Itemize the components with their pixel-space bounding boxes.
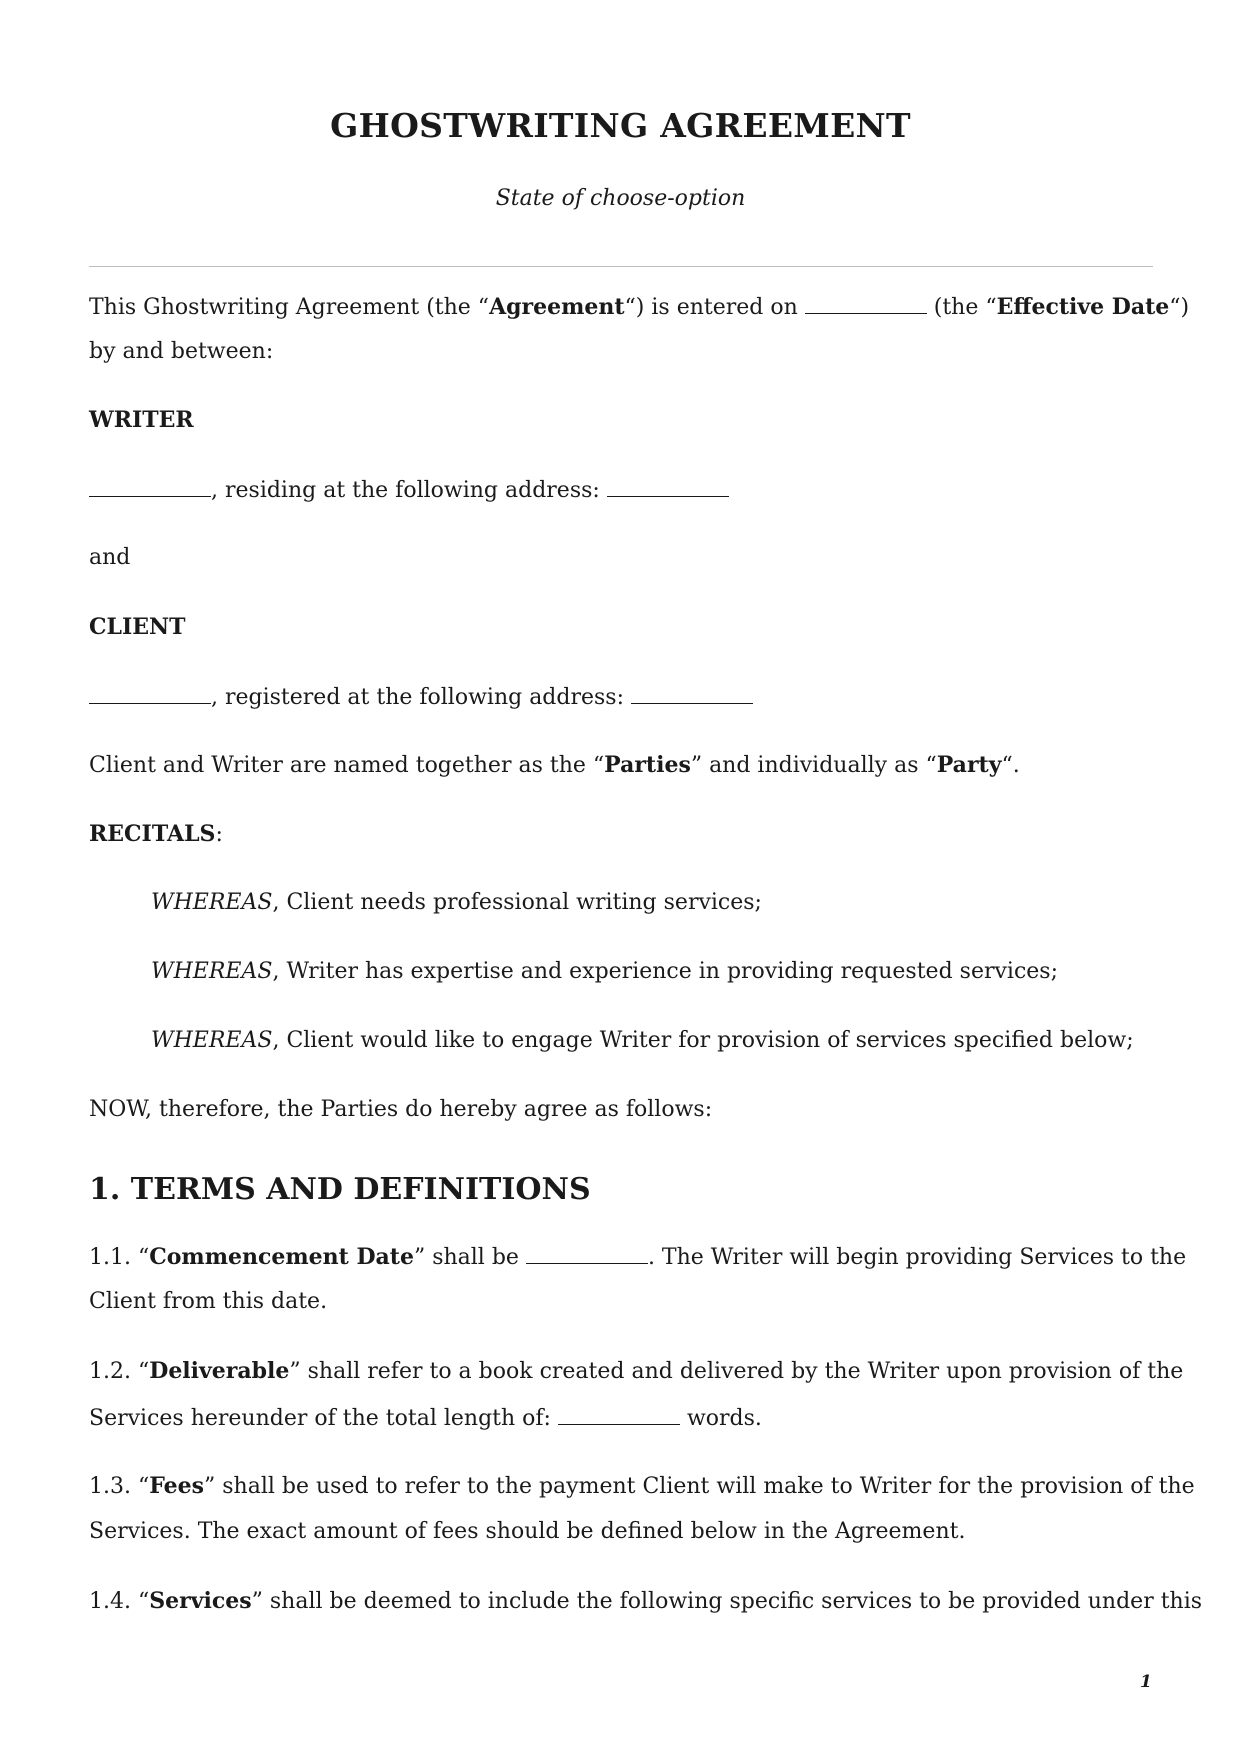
intro-text: (the “: [926, 295, 997, 320]
recitals-label: [89, 821, 223, 847]
section-1-heading: 1. TERMS AND DEFINITIONS: [89, 1172, 591, 1207]
word-count-blank[interactable]: [558, 1404, 680, 1425]
intro-text: “): [1169, 295, 1190, 320]
writer-label: [89, 407, 194, 433]
recital-text: , Client needs professional writing services;: [272, 890, 762, 915]
client-label: [89, 614, 186, 640]
clause-text: ” shall be: [413, 1245, 526, 1270]
clause-1-1-line-1: [89, 1243, 1186, 1270]
writer-name-blank[interactable]: [89, 476, 211, 497]
recital-item: [151, 1028, 1134, 1053]
whereas-word: WHEREAS: [151, 890, 273, 915]
parties-text: “.: [1001, 753, 1020, 778]
divider: [89, 266, 1153, 267]
date-blank[interactable]: [805, 293, 927, 314]
document-title: GHOSTWRITING AGREEMENT: [330, 106, 911, 145]
client-address-blank[interactable]: [631, 683, 753, 704]
term-commencement-date: Commencement Date: [149, 1244, 414, 1270]
commencement-date-blank[interactable]: [526, 1243, 648, 1264]
client-text: , registered at the following address:: [211, 685, 631, 710]
clause-text: . The Writer will begin providing Services to the: [647, 1245, 1187, 1270]
term-parties: Parties: [604, 752, 691, 778]
clause-text: ” shall be used to refer to the payment Client will make to Writer for the provision of the: [204, 1474, 1195, 1499]
clause-1-3-line-2: Services. The exact amount of fees should be defined below in the Agreement.: [89, 1519, 966, 1544]
recitals-colon: :: [215, 822, 223, 847]
now-therefore: NOW, therefore, the Parties do hereby agree as follows:: [89, 1097, 713, 1122]
parties-line: [89, 752, 1020, 778]
recital-item: [151, 959, 1058, 984]
term-services: Services: [149, 1588, 252, 1614]
clause-1-1-line-2: Client from this date.: [89, 1289, 328, 1314]
clause-number: 1.2. “: [89, 1359, 150, 1384]
term-effective-date: Effective Date: [996, 294, 1170, 320]
clause-text: ” shall be deemed to include the following specific services to be provided under this: [251, 1589, 1203, 1614]
intro-line-2: by and between:: [89, 339, 274, 364]
client-name-blank[interactable]: [89, 683, 211, 704]
term-fees: Fees: [149, 1473, 205, 1499]
writer-heading: WRITER: [89, 407, 194, 433]
intro-text: “) is entered on: [624, 295, 805, 320]
clause-1-4-line-1: [89, 1588, 1202, 1614]
recital-text: , Writer has expertise and experience in providing requested services;: [272, 959, 1058, 984]
whereas-word: WHEREAS: [151, 1028, 273, 1053]
document-subtitle: State of choose-option: [495, 186, 746, 211]
clause-text: words.: [679, 1406, 762, 1431]
parties-text: ” and individually as “: [690, 753, 937, 778]
recitals-heading: RECITALS: [89, 821, 216, 847]
parties-text: Client and Writer are named together as the “: [89, 753, 605, 778]
clause-text: Services hereunder of the total length of:: [89, 1406, 558, 1431]
clause-1-3-line-1: [89, 1473, 1195, 1499]
page-number: 1: [1140, 1672, 1152, 1692]
writer-address-blank[interactable]: [607, 476, 729, 497]
term-deliverable: Deliverable: [149, 1358, 290, 1384]
client-line: [89, 683, 753, 710]
whereas-word: WHEREAS: [151, 959, 273, 984]
recital-item: [151, 890, 762, 915]
term-agreement: Agreement: [489, 294, 625, 320]
intro-line-1: [89, 293, 1189, 320]
clause-number: 1.3. “: [89, 1474, 150, 1499]
clause-text: ” shall refer to a book created and delivered by the Writer upon provision of the: [289, 1359, 1184, 1384]
clause-1-2-line-1: [89, 1358, 1183, 1384]
intro-text: This Ghostwriting Agreement (the “: [89, 295, 490, 320]
writer-line: [89, 476, 729, 503]
and-text: and: [89, 545, 131, 570]
term-party: Party: [936, 752, 1002, 778]
client-heading: CLIENT: [89, 614, 186, 640]
clause-number: 1.4. “: [89, 1589, 150, 1614]
clause-number: 1.1. “: [89, 1245, 150, 1270]
writer-text: , residing at the following address:: [211, 478, 607, 503]
recital-text: , Client would like to engage Writer for provision of services specified below;: [272, 1028, 1134, 1053]
clause-1-2-line-2: [89, 1404, 762, 1431]
